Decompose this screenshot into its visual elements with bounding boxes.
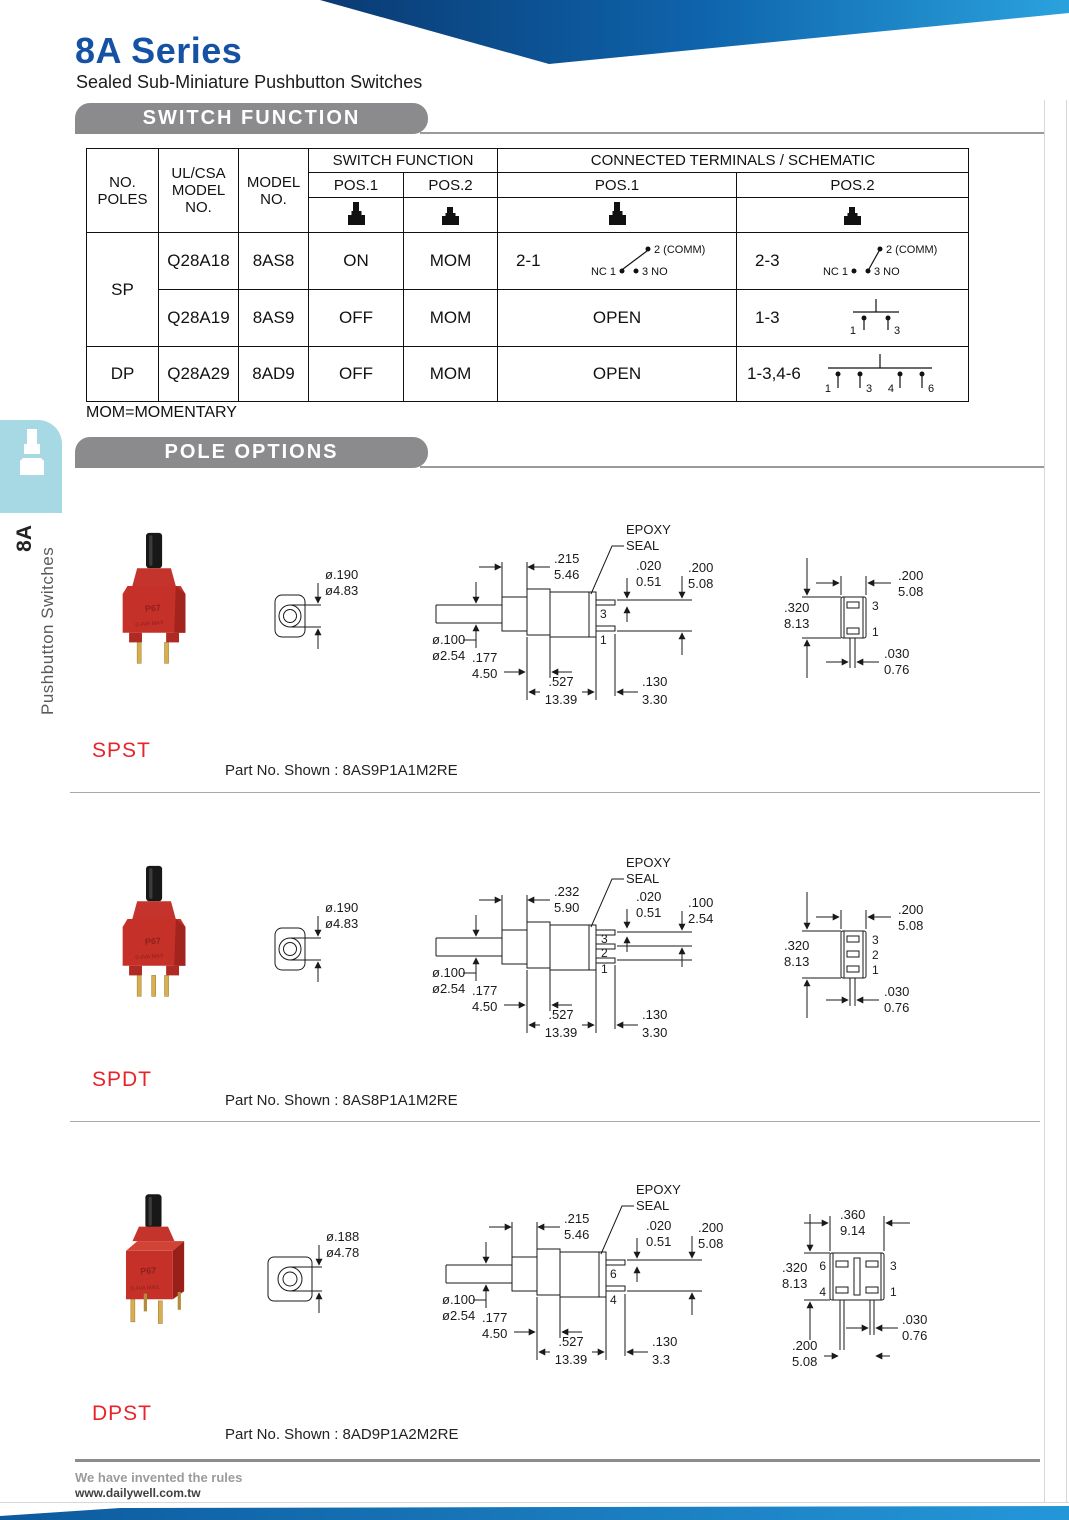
svg-text:SEAL: SEAL [636, 1198, 670, 1213]
svg-text:3: 3 [894, 325, 901, 337]
svg-text:.527: .527 [548, 1007, 574, 1022]
sidebar-series-code: 8A [13, 525, 36, 552]
side-view-drawing-spst [430, 520, 780, 725]
svg-text:0.51: 0.51 [646, 1234, 672, 1249]
svg-text:8.13: 8.13 [782, 1276, 808, 1291]
col-header-pos1-schem: POS.1 [498, 173, 737, 198]
pushbutton-icon [18, 429, 46, 475]
svg-text:8.13: 8.13 [784, 616, 810, 631]
svg-text:.200: .200 [698, 1220, 724, 1235]
cell-model: 8AD9 [239, 347, 309, 402]
page-subtitle: Sealed Sub-Miniature Pushbutton Switches [76, 72, 423, 92]
bottom-wave-graphic [0, 1504, 1069, 1520]
svg-text:4.50: 4.50 [472, 999, 498, 1014]
cell-term2 [737, 290, 969, 347]
svg-text:1: 1 [601, 962, 608, 976]
svg-text:ø.100: ø.100 [432, 965, 466, 980]
schematic-2-3 [808, 238, 958, 284]
cell-model: 8AS8 [239, 233, 309, 290]
svg-text:.527: .527 [558, 1334, 584, 1349]
svg-text:.177: .177 [482, 1310, 508, 1325]
sidebar-series-label: Pushbutton Switches [38, 546, 57, 715]
terminal-label: 1-3,4-6 [747, 364, 801, 383]
cell-pos1: ON [309, 233, 404, 290]
schematic-1-3 [839, 296, 913, 340]
svg-text:5.08: 5.08 [898, 584, 924, 599]
footer-divider [75, 1459, 1040, 1462]
svg-text:5.08: 5.08 [688, 576, 714, 591]
switch-outline [436, 922, 615, 970]
svg-text:.200: .200 [792, 1338, 818, 1353]
svg-text:NC 1: NC 1 [822, 266, 849, 278]
svg-text:ø.100: ø.100 [442, 1292, 476, 1307]
svg-text:ø.190: ø.190 [325, 900, 359, 915]
svg-text:8.13: 8.13 [784, 954, 810, 969]
svg-text:1: 1 [849, 325, 857, 337]
svg-text:3: 3 [872, 933, 879, 947]
switch-outline [446, 1249, 625, 1297]
svg-text:.232: .232 [554, 884, 580, 899]
base-outline [841, 597, 866, 668]
svg-text:.020: .020 [646, 1218, 672, 1233]
col-header-ulcsa: UL/CSA MODEL NO. [159, 149, 239, 233]
svg-text:2: 2 [601, 946, 608, 960]
svg-text:.200: .200 [898, 568, 924, 583]
col-header-model: MODEL NO. [239, 149, 309, 233]
svg-text:P67: P67 [140, 1265, 157, 1277]
cell-poles: DP [87, 347, 159, 402]
table-row [87, 347, 969, 402]
svg-text:4: 4 [887, 383, 895, 395]
svg-text:4.50: 4.50 [482, 1326, 508, 1341]
svg-text:.200: .200 [688, 560, 714, 575]
svg-text:.020: .020 [636, 889, 662, 904]
svg-text:3.30: 3.30 [642, 692, 668, 707]
side-view-drawing-dpst [440, 1180, 790, 1385]
product-photo-spst [108, 528, 213, 673]
svg-text:4: 4 [610, 1293, 617, 1307]
base-outline [830, 1253, 884, 1350]
svg-text:5.08: 5.08 [898, 918, 924, 933]
svg-text:.215: .215 [554, 551, 580, 566]
cell-term2 [737, 233, 969, 290]
svg-text:2.54: 2.54 [688, 911, 714, 926]
svg-text:5.46: 5.46 [554, 567, 580, 582]
page-title: 8A Series [75, 30, 243, 71]
svg-text:ø2.54: ø2.54 [442, 1308, 476, 1323]
group-header-function: SWITCH FUNCTION [309, 149, 498, 173]
svg-text:P67: P67 [144, 935, 162, 947]
cell-pos1: OFF [309, 347, 404, 402]
svg-text:1: 1 [872, 963, 879, 977]
svg-text:0.51: 0.51 [636, 574, 662, 589]
col-header-pos2: POS.2 [404, 173, 498, 198]
svg-text:ø2.54: ø2.54 [432, 981, 466, 996]
cell-ulcsa: Q28A19 [159, 290, 239, 347]
table-header-row-1 [87, 149, 969, 173]
cell-poles: SP [87, 233, 159, 347]
svg-text:NC 1: NC 1 [590, 266, 617, 278]
svg-text:3.30: 3.30 [642, 1025, 668, 1040]
svg-text:.130: .130 [652, 1334, 678, 1349]
svg-text:2 (COMM): 2 (COMM) [886, 244, 938, 256]
svg-text:3: 3 [872, 599, 879, 613]
section-name: DPST [92, 1402, 153, 1425]
svg-text:.320: .320 [784, 600, 810, 615]
section-divider [70, 1121, 1040, 1122]
svg-text:1: 1 [890, 1285, 897, 1299]
svg-text:0.4VA MAX: 0.4VA MAX [130, 1284, 160, 1293]
svg-text:9.14: 9.14 [840, 1223, 866, 1238]
svg-text:1: 1 [600, 633, 607, 647]
side-view-drawing-spdt [430, 853, 780, 1058]
switch-outline [436, 589, 615, 637]
table-row [87, 233, 969, 290]
svg-text:3: 3 [600, 607, 607, 621]
svg-text:ø4.83: ø4.83 [325, 916, 359, 931]
svg-text:4.50: 4.50 [472, 666, 498, 681]
svg-text:SEAL: SEAL [626, 871, 660, 886]
svg-text:.360: .360 [840, 1207, 866, 1222]
pole-options-bar: POLE OPTIONS [75, 437, 428, 468]
svg-text:3: 3 [601, 932, 608, 946]
svg-text:13.39: 13.39 [544, 1025, 578, 1040]
cell-ulcsa: Q28A18 [159, 233, 239, 290]
svg-text:4: 4 [819, 1285, 826, 1299]
svg-text:2: 2 [872, 948, 879, 962]
cell-term2 [737, 347, 969, 402]
section-divider [70, 792, 1040, 793]
col-header-pos1: POS.1 [309, 173, 404, 198]
bottom-view-drawing-spst [780, 540, 1000, 710]
svg-text:0.76: 0.76 [902, 1328, 928, 1343]
svg-text:5.08: 5.08 [698, 1236, 724, 1251]
svg-text:.030: .030 [884, 984, 910, 999]
svg-text:0.76: 0.76 [884, 1000, 910, 1015]
svg-text:ø.190: ø.190 [325, 567, 359, 582]
bottom-view-drawing-spdt [780, 878, 1000, 1048]
svg-text:.320: .320 [782, 1260, 808, 1275]
function-table [86, 148, 969, 402]
terminal-label: 2-3 [755, 251, 780, 270]
svg-text:.030: .030 [884, 646, 910, 661]
pushbutton-up-icon [345, 201, 368, 225]
svg-text:.100: .100 [688, 895, 714, 910]
svg-text:.200: .200 [898, 902, 924, 917]
svg-text:.320: .320 [784, 938, 810, 953]
svg-text:EPOXY: EPOXY [626, 522, 671, 537]
cell-term1: OPEN [498, 290, 737, 347]
svg-text:SEAL: SEAL [626, 538, 660, 553]
footer-slogan: We have invented the rules [75, 1470, 243, 1485]
terminal-label: 1-3 [755, 308, 780, 327]
part-number: Part No. Shown : 8AS8P1A1M2RE [225, 1092, 458, 1109]
table-row [87, 290, 969, 347]
svg-text:.177: .177 [472, 650, 498, 665]
switch-function-bar: SWITCH FUNCTION [75, 103, 428, 134]
schematic-1-3-4-6 [810, 350, 950, 398]
svg-text:6: 6 [928, 383, 935, 395]
pushbutton-up-icon [606, 201, 629, 225]
pushbutton-down-icon [841, 201, 864, 225]
section-name: SPDT [92, 1068, 153, 1091]
banner-shape [320, 0, 1069, 64]
cell-pos1: OFF [309, 290, 404, 347]
svg-text:.020: .020 [636, 558, 662, 573]
svg-text:3 NO: 3 NO [874, 266, 900, 278]
svg-text:EPOXY: EPOXY [636, 1182, 681, 1197]
svg-text:ø4.83: ø4.83 [325, 583, 359, 598]
page-frame-line [1044, 100, 1045, 1502]
svg-text:5.46: 5.46 [564, 1227, 590, 1242]
svg-text:.130: .130 [642, 1007, 668, 1022]
terminal-label: 2-1 [516, 251, 541, 270]
svg-text:3 NO: 3 NO [642, 266, 668, 278]
svg-text:5.90: 5.90 [554, 900, 580, 915]
svg-text:1: 1 [824, 383, 832, 395]
schematic-2-1 [576, 238, 726, 284]
pole-options-rule [420, 466, 1044, 468]
svg-text:2 (COMM): 2 (COMM) [654, 244, 706, 256]
svg-text:0.76: 0.76 [884, 662, 910, 677]
svg-text:3: 3 [890, 1259, 897, 1273]
svg-text:.215: .215 [564, 1211, 590, 1226]
product-photo-spdt [108, 861, 213, 1006]
section-name: SPST [92, 739, 151, 762]
svg-text:6: 6 [610, 1267, 617, 1281]
svg-text:ø4.78: ø4.78 [326, 1245, 360, 1260]
svg-text:13.39: 13.39 [554, 1352, 588, 1367]
pushbutton-down-icon [439, 201, 462, 225]
sidebar-tab [0, 420, 62, 513]
svg-text:EPOXY: EPOXY [626, 855, 671, 870]
svg-text:1: 1 [872, 625, 879, 639]
svg-text:.177: .177 [472, 983, 498, 998]
svg-text:5.08: 5.08 [792, 1354, 818, 1369]
sidebar-vertical-text [13, 525, 59, 715]
cell-term1 [498, 233, 737, 290]
cell-pos2: MOM [404, 233, 498, 290]
mom-note: MOM=MOMENTARY [86, 404, 237, 421]
svg-text:.130: .130 [642, 674, 668, 689]
cell-term1: OPEN [498, 347, 737, 402]
part-number: Part No. Shown : 8AS9P1A1M2RE [225, 762, 458, 779]
wave-shape [0, 1506, 1069, 1520]
cell-pos2: MOM [404, 347, 498, 402]
svg-text:ø.188: ø.188 [326, 1229, 360, 1244]
svg-text:.030: .030 [902, 1312, 928, 1327]
part-number: Part No. Shown : 8AD9P1A2M2RE [225, 1426, 459, 1443]
product-photo-dpst [105, 1190, 210, 1352]
svg-text:13.39: 13.39 [544, 692, 578, 707]
top-view-drawing-dpst [262, 1215, 462, 1365]
cell-pos2: MOM [404, 290, 498, 347]
page-frame-line [0, 1502, 1069, 1503]
bottom-view-drawing-dpst [780, 1200, 1010, 1375]
svg-text:0.4VA MAX: 0.4VA MAX [135, 620, 164, 629]
svg-text:6: 6 [819, 1259, 826, 1273]
col-header-pos2-schem: POS.2 [737, 173, 969, 198]
base-outline [841, 931, 866, 1006]
svg-text:3: 3 [866, 383, 873, 395]
svg-text:ø.100: ø.100 [432, 632, 466, 647]
switch-function-rule [420, 132, 1044, 134]
svg-text:P67: P67 [144, 602, 162, 614]
svg-text:0.4VA MAX: 0.4VA MAX [135, 953, 164, 962]
svg-text:.527: .527 [548, 674, 574, 689]
cell-ulcsa: Q28A29 [159, 347, 239, 402]
col-header-poles: NO. POLES [87, 149, 159, 233]
svg-text:0.51: 0.51 [636, 905, 662, 920]
svg-text:3.3: 3.3 [652, 1352, 671, 1367]
page-frame-line [1066, 100, 1067, 1502]
cell-model: 8AS9 [239, 290, 309, 347]
footer-website: www.dailywell.com.tw [75, 1486, 201, 1500]
group-header-terminals: CONNECTED TERMINALS / SCHEMATIC [498, 149, 969, 173]
svg-text:ø2.54: ø2.54 [432, 648, 466, 663]
